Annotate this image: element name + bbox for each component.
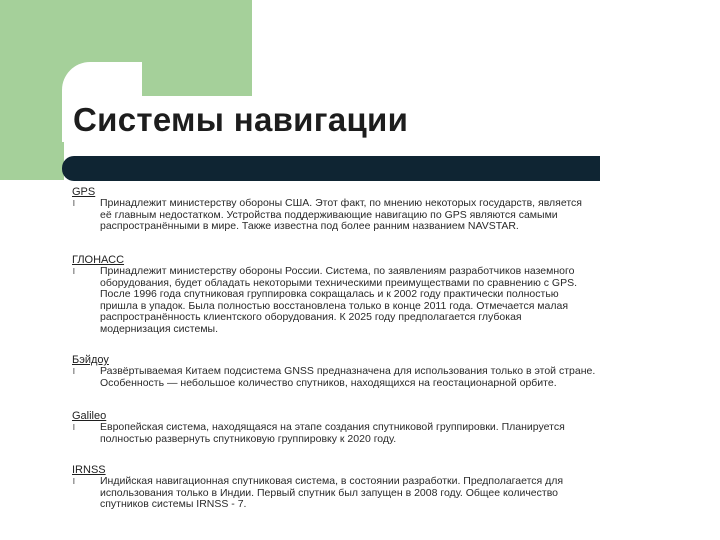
bullet-icon: l bbox=[73, 423, 75, 432]
list-item bbox=[72, 366, 595, 389]
decor-green-strip bbox=[0, 0, 64, 180]
section-galileo bbox=[72, 410, 565, 445]
section-heading: Galileo bbox=[72, 410, 107, 422]
list-item bbox=[72, 476, 563, 511]
list-item bbox=[72, 198, 582, 233]
list-item bbox=[72, 422, 565, 445]
section-heading: GPS bbox=[72, 186, 96, 198]
slide-title: Системы навигации bbox=[73, 101, 409, 138]
title-underline-bar bbox=[62, 156, 600, 181]
bullet-icon: l bbox=[73, 477, 75, 486]
section-irnss bbox=[72, 464, 563, 511]
section-glonass bbox=[72, 254, 577, 335]
section-heading: IRNSS bbox=[72, 464, 106, 476]
section-heading: Бэйдоу bbox=[72, 354, 109, 366]
bullet-icon: l bbox=[73, 267, 75, 276]
section-gps bbox=[72, 186, 582, 233]
item-text: Принадлежит министерству обороны России. Система, по заявлениям разработчиков наземного оборудования, будет обладать некоторыми техническими преимуществами по сравнению с GPS. После 1996 года спутниковая группировка сокращалась и к 2002 году практически полностью пришла в упадок. Была полностью восстановлена только в конце 2011 года. Отмечается малая распространённость клиентского оборудования. К 2025 году предполагается глубокая модернизация системы. bbox=[100, 265, 578, 335]
item-text: Развёртываемая Китаем подсистема GNSS предназначена для использования только в этой стране. Особенность — небольшое количество спутников, находящихся на геостационарной орбите. bbox=[100, 365, 596, 389]
bullet-icon: l bbox=[73, 199, 75, 208]
section-heading: ГЛОНАСС bbox=[72, 254, 125, 266]
item-text: Индийская навигационная спутниковая система, в состоянии разработки. Предполагается для использования только в Индии. Первый спутник был запущен в 2008 году. Общее количество спутников системы IRNSS - 7. bbox=[100, 475, 564, 510]
item-text: Принадлежит министерству обороны США. Этот факт, по мнению некоторых государств, является её главным недостатком. Устройства поддерживающие навигацию по GPS являются самыми распространёнными в мире. Также известна под более ранним названием NAVSTAR. bbox=[100, 197, 582, 232]
list-item bbox=[72, 266, 577, 335]
bullet-icon: l bbox=[73, 367, 75, 376]
item-text: Европейская система, находящаяся на этапе создания спутниковой группировки. Планируется полностью развернуть спутниковую группировку к 2020 году. bbox=[100, 421, 565, 445]
section-beidou bbox=[72, 354, 595, 389]
